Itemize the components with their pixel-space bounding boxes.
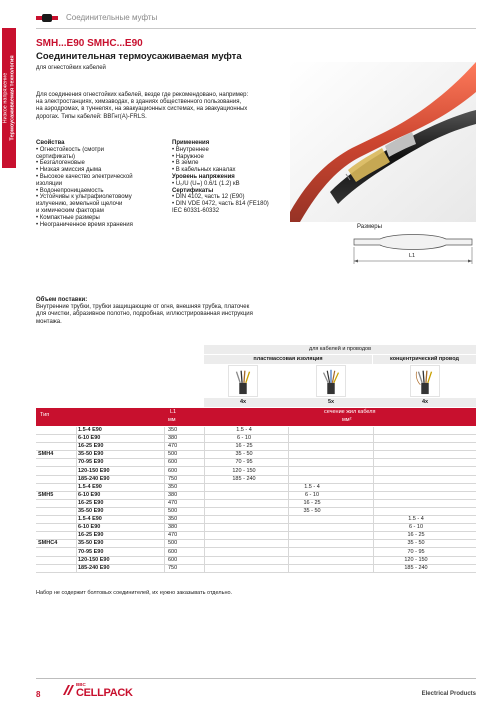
model-cell: 185-240 E90 [78, 564, 110, 571]
section-title: Соединительные муфты [66, 13, 158, 22]
group-label-smh5: SMH5 [38, 491, 54, 498]
product-photo [290, 62, 476, 222]
delivery-line: Внутренние трубки, трубки защищающие от огня, внешняя трубка, платочек [36, 304, 250, 311]
property-item: и химическим факторам [36, 207, 104, 214]
table-footnote: Набор не содержит болтовых соединителей, их нужно заказывать отдельно. [36, 590, 233, 596]
l1-label: L1 [409, 253, 416, 259]
group-label-smhc4: SMHC4 [38, 540, 58, 547]
col-section-unit: мм² [342, 417, 352, 423]
concentric-header: концентрический провод [373, 355, 476, 364]
plastic-insulation-header: пластмассовая изоляция [204, 355, 372, 364]
l1-cell: 500 [168, 451, 178, 458]
intro-text [36, 92, 276, 121]
logo-mark-icon [62, 684, 74, 696]
side-category-label [0, 0, 18, 250]
table-row [36, 435, 476, 443]
delivery-line: для очистки, абразивное полотно, подробная, иллюстрированная инструкция [36, 311, 253, 318]
applications-heading: Применения [172, 140, 210, 146]
product-title: Соединительная термоусаживаемая муфта [36, 51, 242, 62]
product-models: SMH...E90 SMHC...E90 [36, 38, 143, 49]
section-cell: 120 - 150 [232, 467, 256, 474]
intro-line: на аэродромах, в туннелях, на эвакуационных системах, на эвакуационных [36, 106, 248, 113]
table-row [36, 565, 476, 573]
applications-list [172, 140, 292, 215]
property-item: изоляции [36, 180, 63, 187]
side-label-line1: Низкое напряжение [2, 72, 9, 124]
col-l1-header: L1 [170, 409, 177, 415]
delivery-heading: Объем поставки: [36, 297, 88, 303]
l1-cell: 470 [168, 499, 178, 506]
model-cell: 6-10 E90 [78, 491, 101, 498]
application-item: • В земле [172, 160, 199, 167]
model-cell: 6-10 E90 [78, 435, 101, 442]
connector-icon [36, 12, 58, 24]
dimensions-label: Размеры [357, 224, 382, 230]
footer-divider [36, 678, 476, 679]
property-item: • Устойчивы к ультрафиолетовому [36, 194, 132, 201]
logo-brand-text: CELLPACK [76, 687, 133, 699]
l1-cell: 380 [168, 524, 178, 531]
section-cell: 35 - 50 [407, 540, 425, 547]
model-cell: 70-95 E90 [78, 459, 104, 466]
cable-icons-row [36, 365, 476, 398]
model-cell: 1.5-4 E90 [78, 427, 102, 433]
section-cell: 16 - 25 [407, 532, 425, 539]
certificate-item: IEC 60331-60332 [172, 207, 220, 214]
certificate-item: • DIN VDE 0472, часть 814 (FE180) [172, 201, 269, 208]
voltage-heading: Уровень напряжения [172, 173, 235, 180]
property-item: • Низкая эмиссия дыма [36, 167, 102, 174]
model-cell: 185-240 E90 [78, 475, 110, 482]
section-cell: 1.5 - 4 [236, 427, 252, 433]
delivery-scope [36, 297, 326, 326]
cable-5-core-icon [316, 365, 346, 397]
model-cell: 35-50 E90 [78, 540, 104, 547]
cable-4-core-icon [228, 365, 258, 397]
section-cell: 35 - 50 [303, 508, 321, 514]
l1-cell: 470 [168, 532, 178, 539]
page-number: 8 [36, 690, 41, 699]
logo-bbc-text: BBC [76, 682, 86, 687]
intro-line: на электростанциях, химзаводах, в зданиях общественного пользования, [36, 99, 242, 106]
properties-heading: Свойства [36, 140, 65, 146]
intro-line: дорогах. Типы кабелей: ВВГнг(А)-FRLS. [36, 113, 147, 120]
l1-cell: 750 [168, 564, 178, 571]
table-top-header: для кабелей и проводов [204, 345, 476, 354]
l1-cell: 470 [168, 443, 178, 450]
col-type-header: Тип [40, 412, 50, 418]
table-row [36, 516, 476, 524]
quantity-plastic-4: 4x [240, 399, 247, 405]
section-cell: 185 - 240 [404, 564, 428, 571]
table-row [36, 492, 476, 500]
section-cell: 70 - 95 [235, 459, 253, 466]
table-row [36, 443, 476, 451]
section-cell: 120 - 150 [404, 556, 428, 563]
l1-cell: 350 [168, 516, 178, 523]
model-cell: 1.5-4 E90 [78, 483, 102, 490]
table-row [36, 427, 476, 435]
section-cell: 16 - 25 [235, 443, 253, 450]
side-label-line2: Термоусаживаемая технология [9, 55, 15, 141]
table-row [36, 451, 476, 459]
properties-list [36, 140, 171, 228]
l1-cell: 500 [168, 540, 178, 547]
l1-cell: 750 [168, 475, 178, 482]
delivery-line: монтажа. [36, 318, 62, 325]
cellpack-logo [62, 682, 132, 700]
header-divider [36, 28, 476, 29]
property-item: излучению, земельной щелочи [36, 201, 123, 208]
table-row [36, 459, 476, 467]
section-cell: 35 - 50 [235, 451, 253, 458]
section-cell: 6 - 10 [408, 524, 424, 531]
model-cell: 16-25 E90 [78, 443, 104, 450]
property-item: • Огнестойкость (смотри [36, 146, 104, 153]
model-cell: 120-150 E90 [78, 467, 110, 474]
application-item: • Наружное [172, 153, 204, 160]
col-section-header: сечение жил кабеля [324, 409, 376, 415]
property-item: • Безгалогеновые [36, 160, 85, 167]
table-row [36, 484, 476, 492]
model-cell: 1.5-4 E90 [78, 516, 102, 523]
application-item: • В кабельных каналах [172, 167, 236, 174]
model-cell: 70-95 E90 [78, 548, 104, 555]
section-cell: 1.5 - 4 [304, 483, 320, 490]
footer-tagline: Electrical Products [421, 691, 476, 697]
table-row [36, 532, 476, 540]
section-cell: 6 - 10 [236, 435, 252, 442]
model-cell: 35-50 E90 [78, 508, 104, 514]
cable-concentric-icon [410, 365, 440, 397]
l1-cell: 600 [168, 467, 178, 474]
model-cell: 16-25 E90 [78, 499, 104, 506]
col-l1-unit: мм [168, 417, 176, 423]
quantity-concentric-4: 4x [422, 399, 429, 405]
voltage-value: • U₀/U (Uₘ) 0.6/1 (1.2) кВ [172, 180, 240, 187]
certificate-item: • DIN 4102, часть 12 (E90) [172, 194, 245, 201]
table-row [36, 476, 476, 484]
table-row [36, 549, 476, 557]
dimensions-drawing [352, 230, 474, 270]
property-item: • Компактные размеры [36, 214, 100, 221]
property-item: • Водонепроницаемость [36, 187, 104, 194]
section-header [36, 12, 476, 26]
section-cell: 16 - 25 [303, 499, 321, 506]
table-row [36, 508, 476, 516]
l1-cell: 380 [168, 491, 178, 498]
l1-cell: 600 [168, 548, 178, 555]
model-cell: 16-25 E90 [78, 532, 104, 539]
model-cell: 120-150 E90 [78, 556, 110, 563]
side-label-text [3, 55, 16, 140]
l1-cell: 350 [168, 483, 178, 490]
application-item: • Внутреннее [172, 146, 209, 153]
section-cell: 185 - 240 [232, 475, 256, 482]
table-row [36, 468, 476, 476]
section-cell: 6 - 10 [304, 491, 320, 498]
model-cell: 35-50 E90 [78, 451, 104, 458]
intro-line: Для соединения огнестойких кабелей, везде где рекомендовано, например: [36, 92, 249, 98]
product-subtitle: для огнестойких кабелей [36, 65, 106, 71]
l1-cell: 380 [168, 435, 178, 442]
section-cell: 1.5 - 4 [408, 516, 424, 523]
table-row [36, 540, 476, 548]
property-item: • Высокое качество электрической [36, 173, 133, 180]
l1-cell: 600 [168, 459, 178, 466]
property-item: сертификаты) [36, 153, 75, 160]
table-row [36, 557, 476, 565]
quantity-row [204, 398, 476, 407]
group-label-smh4: SMH4 [38, 451, 54, 458]
table-column-headers [36, 408, 476, 426]
certificates-heading: Сертификаты [172, 187, 214, 194]
property-item: • Неограниченное время хранения [36, 221, 133, 228]
table-row [36, 500, 476, 508]
model-cell: 6-10 E90 [78, 524, 101, 531]
quantity-plastic-5: 5x [328, 399, 335, 405]
table-row [36, 524, 476, 532]
section-cell: 70 - 95 [407, 548, 425, 555]
l1-cell: 600 [168, 556, 178, 563]
l1-cell: 500 [168, 508, 178, 514]
l1-cell: 350 [168, 427, 178, 433]
